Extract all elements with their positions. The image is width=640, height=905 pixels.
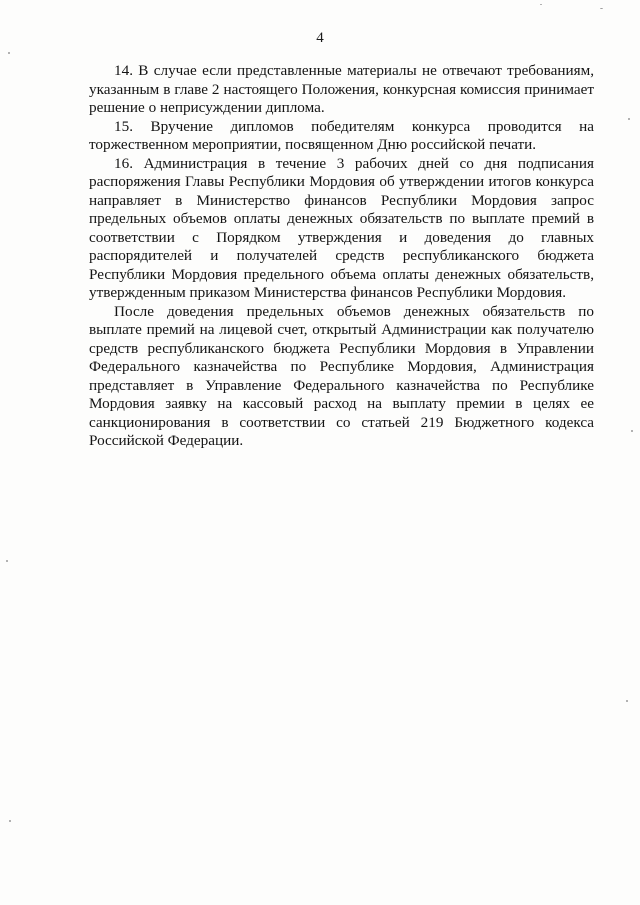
paragraph-15: 15. Вручение дипломов победителям конкурса проводится на торжественном мероприятии, посвященном Дню российской печати.: [89, 117, 594, 153]
scan-speck: [8, 52, 10, 54]
scan-speck: [628, 118, 630, 120]
scan-speck: [600, 8, 603, 9]
scan-speck: [9, 820, 11, 822]
paragraph-after-funds: После доведения предельных объемов денежных обязательств по выплате премий на лицевой счет, открытый Администрации как получателю средств республиканского бюджета Республики Мордовия в Управлении Федерального казначейства по Республике Мордовия, Администрация представляет в Управление Федерального казначейства по Республике Мордовия заявку на кассовый расход на выплату премии в целях ее санкционирования в соответствии со статьей 219 Бюджетного кодекса Российской Федерации.: [89, 302, 594, 449]
page-number: 4: [316, 30, 324, 46]
scan-speck: [540, 4, 542, 5]
scan-speck: [6, 560, 8, 562]
paragraph-14: 14. В случае если представленные материалы не отвечают требованиям, указанным в главе 2 настоящего Положения, конкурсная комиссия принимает решение о неприсуждении диплома.: [89, 62, 594, 116]
document-body: [89, 62, 594, 451]
scan-speck: [626, 700, 628, 702]
scan-speck: [631, 430, 633, 432]
paragraph-16: 16. Администрация в течение 3 рабочих дней со дня подписания распоряжения Главы Республики Мордовия об утверждении итогов конкурса направляет в Министерство финансов Республики Мордовия запрос предельных объемов оплаты денежных обязательств по выплате премий в соответствии с Порядком утверждения и доведения до главных распорядителей и получателей средств республиканского бюджета Республики Мордовия предельного объема оплаты денежных обязательств, утвержденным приказом Министерства финансов Республики Мордовия.: [89, 154, 594, 301]
